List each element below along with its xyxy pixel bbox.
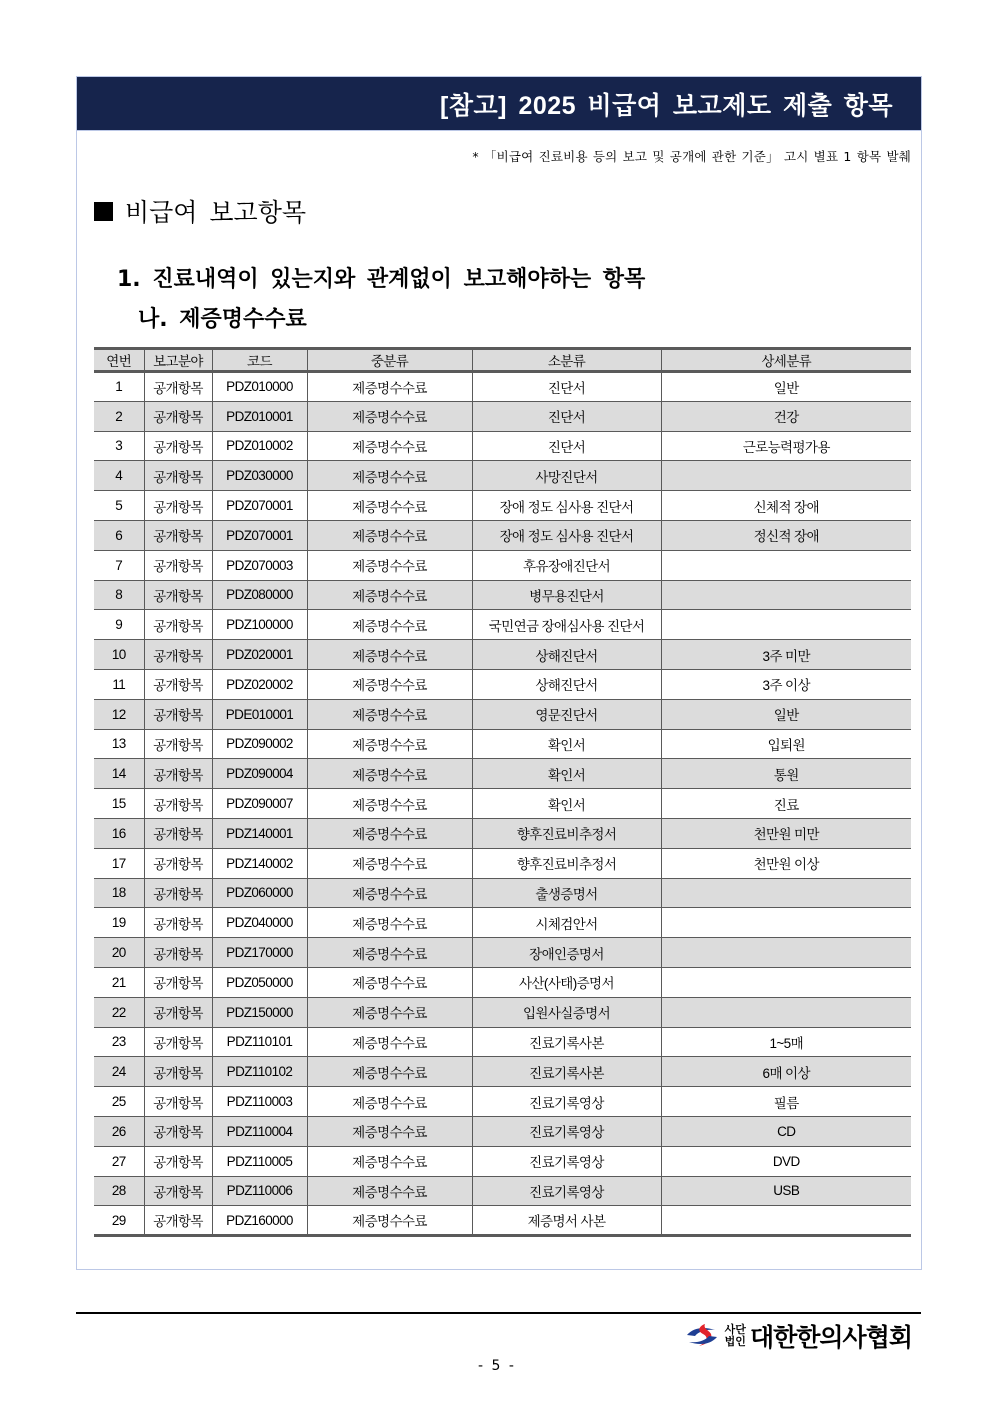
cell-number: 3 <box>94 431 144 461</box>
cell-sub-category: 진단서 <box>472 372 661 402</box>
cell-sub-category: 후유장애진단서 <box>472 550 661 580</box>
cell-code: PDZ070003 <box>212 550 307 580</box>
cell-number: 10 <box>94 640 144 670</box>
cell-mid-category: 제증명수수료 <box>307 640 472 670</box>
cell-code: PDZ040000 <box>212 908 307 938</box>
table-row <box>94 1176 911 1206</box>
cell-mid-category: 제증명수수료 <box>307 699 472 729</box>
cell-mid-category: 제증명수수료 <box>307 729 472 759</box>
cell-detail-category: 건강 <box>661 401 911 431</box>
cell-sub-category: 진단서 <box>472 431 661 461</box>
cell-report-field: 공개항목 <box>144 848 212 878</box>
cell-sub-category: 진료기록영상 <box>472 1087 661 1117</box>
items-table-container <box>94 347 911 1237</box>
cell-code: PDZ090002 <box>212 729 307 759</box>
cell-detail-category: 3주 미만 <box>661 640 911 670</box>
cell-code: PDZ050000 <box>212 967 307 997</box>
cell-detail-category: CD <box>661 1116 911 1146</box>
cell-number: 28 <box>94 1176 144 1206</box>
cell-report-field: 공개항목 <box>144 401 212 431</box>
cell-detail-category: 일반 <box>661 699 911 729</box>
cell-code: PDZ020001 <box>212 640 307 670</box>
cell-sub-category: 장애 정도 심사용 진단서 <box>472 520 661 550</box>
subheading-subcategory: 나. 제증명수수료 <box>138 307 307 332</box>
cell-code: PDZ100000 <box>212 610 307 640</box>
cell-sub-category: 진료기록사본 <box>472 1027 661 1057</box>
cell-report-field: 공개항목 <box>144 878 212 908</box>
table-row <box>94 699 911 729</box>
cell-code: PDZ150000 <box>212 997 307 1027</box>
table-row <box>94 401 911 431</box>
cell-sub-category: 진료기록영상 <box>472 1116 661 1146</box>
cell-report-field: 공개항목 <box>144 1057 212 1087</box>
cell-detail-category: 1~5매 <box>661 1027 911 1057</box>
cell-sub-category: 장애 정도 심사용 진단서 <box>472 491 661 521</box>
cell-mid-category: 제증명수수료 <box>307 1027 472 1057</box>
cell-code: PDZ090004 <box>212 759 307 789</box>
cell-report-field: 공개항목 <box>144 789 212 819</box>
cell-report-field: 공개항목 <box>144 1176 212 1206</box>
cell-report-field: 공개항목 <box>144 640 212 670</box>
cell-report-field: 공개항목 <box>144 908 212 938</box>
cell-code: PDZ140002 <box>212 848 307 878</box>
cell-detail-category: 6매 이상 <box>661 1057 911 1087</box>
cell-detail-category <box>661 997 911 1027</box>
cell-sub-category: 진료기록영상 <box>472 1146 661 1176</box>
table-row <box>94 461 911 491</box>
cell-number: 23 <box>94 1027 144 1057</box>
cell-mid-category: 제증명수수료 <box>307 1087 472 1117</box>
cell-mid-category: 제증명수수료 <box>307 1176 472 1206</box>
table-row <box>94 550 911 580</box>
cell-number: 26 <box>94 1116 144 1146</box>
cell-report-field: 공개항목 <box>144 1206 212 1236</box>
cell-detail-category: 근로능력평가용 <box>661 431 911 461</box>
cell-sub-category: 확인서 <box>472 759 661 789</box>
cell-report-field: 공개항목 <box>144 1027 212 1057</box>
cell-sub-category: 상해진단서 <box>472 669 661 699</box>
cell-mid-category: 제증명수수료 <box>307 1057 472 1087</box>
black-square-bullet-icon <box>94 202 113 221</box>
cell-number: 14 <box>94 759 144 789</box>
cell-mid-category: 제증명수수료 <box>307 461 472 491</box>
cell-mid-category: 제증명수수료 <box>307 818 472 848</box>
cell-mid-category: 제증명수수료 <box>307 908 472 938</box>
cell-number: 15 <box>94 789 144 819</box>
table-row <box>94 1087 911 1117</box>
logo-corporate-type: 사단 법인 <box>724 1323 746 1348</box>
cell-mid-category: 제증명수수료 <box>307 967 472 997</box>
table-row <box>94 491 911 521</box>
cell-detail-category <box>661 908 911 938</box>
cell-mid-category: 제증명수수료 <box>307 669 472 699</box>
section-heading <box>94 193 306 229</box>
cell-number: 19 <box>94 908 144 938</box>
cell-detail-category <box>661 550 911 580</box>
cell-mid-category: 제증명수수료 <box>307 789 472 819</box>
source-note: * 「비급여 진료비용 등의 보고 및 공개에 관한 기준」 고시 별표 1 항목 발췌 <box>472 149 911 164</box>
cell-detail-category: 진료 <box>661 789 911 819</box>
cell-detail-category <box>661 580 911 610</box>
cell-number: 9 <box>94 610 144 640</box>
table-row <box>94 372 911 402</box>
cell-mid-category: 제증명수수료 <box>307 997 472 1027</box>
cell-mid-category: 제증명수수료 <box>307 938 472 968</box>
cell-number: 29 <box>94 1206 144 1236</box>
cell-report-field: 공개항목 <box>144 550 212 580</box>
cell-sub-category: 향후진료비추정서 <box>472 818 661 848</box>
cell-sub-category: 진단서 <box>472 401 661 431</box>
cell-report-field: 공개항목 <box>144 431 212 461</box>
cell-sub-category: 확인서 <box>472 729 661 759</box>
organization-logo <box>685 1318 912 1354</box>
cell-report-field: 공개항목 <box>144 610 212 640</box>
cell-sub-category: 장애인증명서 <box>472 938 661 968</box>
column-header-sub-category: 소분류 <box>472 349 661 372</box>
table-body <box>94 372 911 1236</box>
table-row <box>94 878 911 908</box>
cell-detail-category <box>661 1206 911 1236</box>
cell-code: PDZ010001 <box>212 401 307 431</box>
cell-code: PDZ110003 <box>212 1087 307 1117</box>
cell-code: PDZ110102 <box>212 1057 307 1087</box>
cell-sub-category: 영문진단서 <box>472 699 661 729</box>
cell-detail-category <box>661 878 911 908</box>
cell-code: PDZ160000 <box>212 1206 307 1236</box>
cell-number: 1 <box>94 372 144 402</box>
cell-detail-category <box>661 461 911 491</box>
cell-sub-category: 상해진단서 <box>472 640 661 670</box>
cell-code: PDE010001 <box>212 699 307 729</box>
table-header-row <box>94 349 911 372</box>
cell-mid-category: 제증명수수료 <box>307 520 472 550</box>
cell-report-field: 공개항목 <box>144 580 212 610</box>
cell-report-field: 공개항목 <box>144 997 212 1027</box>
cell-code: PDZ030000 <box>212 461 307 491</box>
items-table <box>94 347 911 1237</box>
cell-number: 12 <box>94 699 144 729</box>
cell-report-field: 공개항목 <box>144 520 212 550</box>
table-row <box>94 729 911 759</box>
cell-mid-category: 제증명수수료 <box>307 878 472 908</box>
cell-code: PDZ110006 <box>212 1176 307 1206</box>
cell-number: 24 <box>94 1057 144 1087</box>
page-number: - 5 - <box>478 1358 514 1374</box>
cell-code: PDZ110101 <box>212 1027 307 1057</box>
table-row <box>94 640 911 670</box>
cell-detail-category: DVD <box>661 1146 911 1176</box>
cell-number: 25 <box>94 1087 144 1117</box>
cell-mid-category: 제증명수수료 <box>307 431 472 461</box>
cell-code: PDZ170000 <box>212 938 307 968</box>
cell-sub-category: 제증명서 사본 <box>472 1206 661 1236</box>
cell-number: 5 <box>94 491 144 521</box>
cell-sub-category: 출생증명서 <box>472 878 661 908</box>
cell-code: PDZ110005 <box>212 1146 307 1176</box>
table-row <box>94 1027 911 1057</box>
cell-number: 20 <box>94 938 144 968</box>
cell-detail-category <box>661 967 911 997</box>
cell-number: 17 <box>94 848 144 878</box>
cell-report-field: 공개항목 <box>144 1087 212 1117</box>
table-row <box>94 1057 911 1087</box>
footer-divider <box>76 1312 921 1314</box>
cell-code: PDZ110004 <box>212 1116 307 1146</box>
cell-code: PDZ140001 <box>212 818 307 848</box>
table-row <box>94 431 911 461</box>
column-header-mid-category: 중분류 <box>307 349 472 372</box>
table-row <box>94 759 911 789</box>
cell-sub-category: 시체검안서 <box>472 908 661 938</box>
table-row <box>94 789 911 819</box>
cell-number: 18 <box>94 878 144 908</box>
table-row <box>94 997 911 1027</box>
cell-report-field: 공개항목 <box>144 669 212 699</box>
organization-name: 대한한의사협회 <box>749 1323 912 1352</box>
cell-detail-category: 정신적 장애 <box>661 520 911 550</box>
subheading-category: 1. 진료내역이 있는지와 관계없이 보고해야하는 항목 <box>117 267 646 292</box>
cell-detail-category: 통원 <box>661 759 911 789</box>
cell-report-field: 공개항목 <box>144 699 212 729</box>
cell-sub-category: 병무용진단서 <box>472 580 661 610</box>
column-header-detail-category: 상세분류 <box>661 349 911 372</box>
table-row <box>94 1146 911 1176</box>
cell-detail-category: 천만원 미만 <box>661 818 911 848</box>
table-row <box>94 848 911 878</box>
cell-code: PDZ020002 <box>212 669 307 699</box>
cell-report-field: 공개항목 <box>144 372 212 402</box>
column-header-report-field: 보고분야 <box>144 349 212 372</box>
cell-sub-category: 진료기록영상 <box>472 1176 661 1206</box>
column-header-number: 연번 <box>106 354 132 369</box>
table-row <box>94 1116 911 1146</box>
cell-number: 4 <box>94 461 144 491</box>
cell-code: PDZ070001 <box>212 520 307 550</box>
cell-report-field: 공개항목 <box>144 729 212 759</box>
document-frame <box>76 76 922 1270</box>
cell-mid-category: 제증명수수료 <box>307 580 472 610</box>
table-row <box>94 967 911 997</box>
table-row <box>94 580 911 610</box>
cell-sub-category: 향후진료비추정서 <box>472 848 661 878</box>
table-row <box>94 818 911 848</box>
cell-report-field: 공개항목 <box>144 1116 212 1146</box>
cell-number: 27 <box>94 1146 144 1176</box>
cell-sub-category: 진료기록사본 <box>472 1057 661 1087</box>
cell-report-field: 공개항목 <box>144 461 212 491</box>
cell-code: PDZ010000 <box>212 372 307 402</box>
cell-detail-category <box>661 610 911 640</box>
kamp-emblem-icon <box>685 1322 719 1350</box>
cell-sub-category: 입원사실증명서 <box>472 997 661 1027</box>
cell-number: 13 <box>94 729 144 759</box>
cell-sub-category: 사산(사태)증명서 <box>472 967 661 997</box>
cell-detail-category <box>661 938 911 968</box>
cell-mid-category: 제증명수수료 <box>307 848 472 878</box>
cell-mid-category: 제증명수수료 <box>307 1206 472 1236</box>
cell-mid-category: 제증명수수료 <box>307 1146 472 1176</box>
page-title: [참고] 2025 비급여 보고제도 제출 항목 <box>440 91 893 120</box>
cell-detail-category: 필름 <box>661 1087 911 1117</box>
cell-sub-category: 국민연금 장애심사용 진단서 <box>472 610 661 640</box>
section-heading-text: 비급여 보고항목 <box>125 198 306 227</box>
table-row <box>94 669 911 699</box>
table-row <box>94 1206 911 1236</box>
cell-report-field: 공개항목 <box>144 818 212 848</box>
cell-detail-category: 신체적 장애 <box>661 491 911 521</box>
cell-detail-category: 3주 이상 <box>661 669 911 699</box>
table-row <box>94 520 911 550</box>
cell-code: PDZ090007 <box>212 789 307 819</box>
cell-report-field: 공개항목 <box>144 938 212 968</box>
cell-number: 8 <box>94 580 144 610</box>
cell-code: PDZ060000 <box>212 878 307 908</box>
cell-report-field: 공개항목 <box>144 759 212 789</box>
column-header-code: 코드 <box>212 349 307 372</box>
cell-detail-category: USB <box>661 1176 911 1206</box>
table-row <box>94 610 911 640</box>
cell-sub-category: 사망진단서 <box>472 461 661 491</box>
cell-mid-category: 제증명수수료 <box>307 491 472 521</box>
cell-number: 21 <box>94 967 144 997</box>
table-row <box>94 938 911 968</box>
cell-number: 6 <box>94 520 144 550</box>
cell-code: PDZ080000 <box>212 580 307 610</box>
cell-code: PDZ010002 <box>212 431 307 461</box>
cell-number: 22 <box>94 997 144 1027</box>
cell-number: 2 <box>94 401 144 431</box>
table-row <box>94 908 911 938</box>
cell-mid-category: 제증명수수료 <box>307 1116 472 1146</box>
cell-report-field: 공개항목 <box>144 491 212 521</box>
cell-code: PDZ070001 <box>212 491 307 521</box>
cell-mid-category: 제증명수수료 <box>307 610 472 640</box>
cell-mid-category: 제증명수수료 <box>307 372 472 402</box>
cell-sub-category: 확인서 <box>472 789 661 819</box>
cell-report-field: 공개항목 <box>144 967 212 997</box>
cell-detail-category: 입퇴원 <box>661 729 911 759</box>
cell-mid-category: 제증명수수료 <box>307 401 472 431</box>
cell-number: 16 <box>94 818 144 848</box>
cell-report-field: 공개항목 <box>144 1146 212 1176</box>
cell-number: 11 <box>94 669 144 699</box>
cell-mid-category: 제증명수수료 <box>307 550 472 580</box>
title-bar <box>77 77 921 131</box>
cell-number: 7 <box>94 550 144 580</box>
cell-detail-category: 천만원 이상 <box>661 848 911 878</box>
cell-detail-category: 일반 <box>661 372 911 402</box>
cell-mid-category: 제증명수수료 <box>307 759 472 789</box>
